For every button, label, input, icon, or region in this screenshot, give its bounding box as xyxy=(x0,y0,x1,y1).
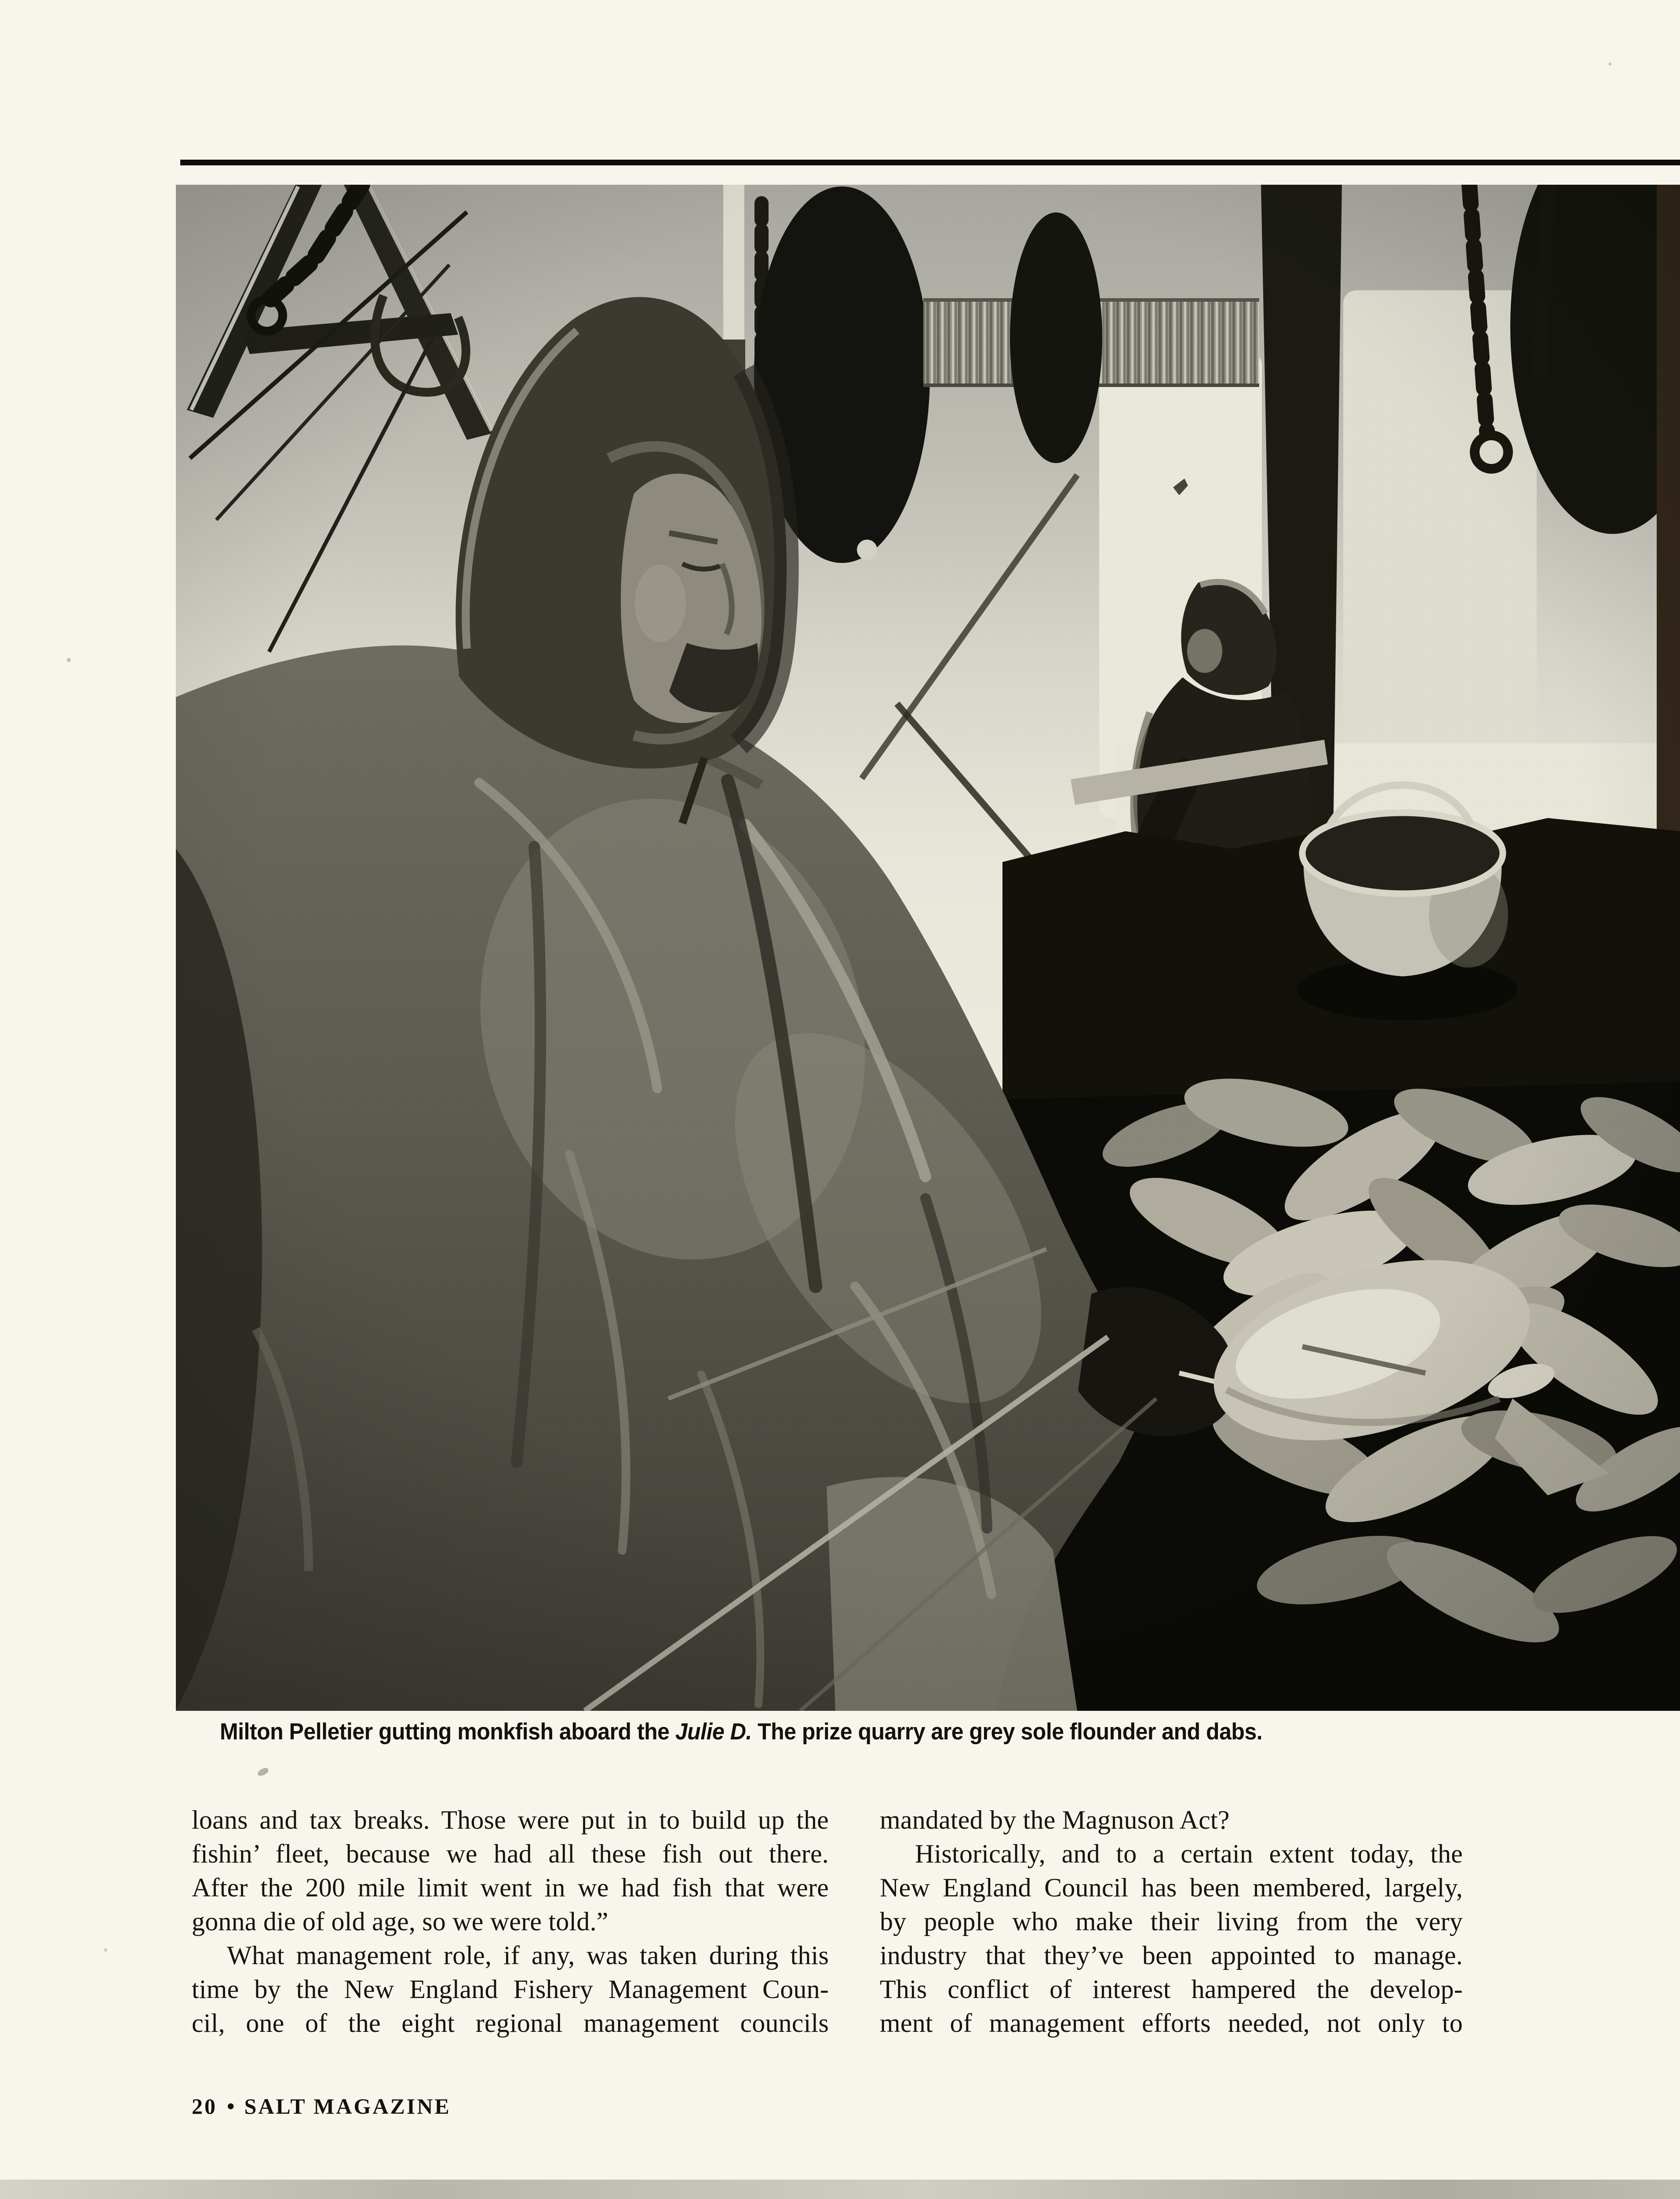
body-line: What management role, if any, was taken during this xyxy=(227,1941,829,1970)
vignette xyxy=(176,185,1680,1711)
body-line: After the 200 mile limit went in we had fish that were xyxy=(192,1873,829,1902)
body-line: time by the New England Fishery Management Coun- xyxy=(192,1975,829,2004)
page-footer xyxy=(192,2093,451,2119)
magazine-title: SALT MAGAZINE xyxy=(244,2094,451,2119)
body-line: by people who make their living from the very xyxy=(880,1907,1463,1936)
body-line: Historically, and to a certain extent today, the xyxy=(915,1839,1463,1868)
page-number: 20 xyxy=(192,2094,217,2119)
body-line: New England Council has been membered, largely, xyxy=(880,1873,1463,1902)
body-line: cil, one of the eight regional management councils xyxy=(192,2009,829,2038)
scan-mark xyxy=(256,1767,269,1777)
photograph xyxy=(176,185,1680,1711)
scan-speck xyxy=(1608,62,1611,66)
vessel-name: Julie D. xyxy=(675,1718,752,1745)
body-column-right xyxy=(880,1803,1463,2040)
body-line: fishin’ fleet, because we had all these fish out there. xyxy=(192,1839,829,1868)
boat-photo-illustration xyxy=(176,185,1680,1711)
body-line: gonna die of old age, so we were told.” xyxy=(192,1907,609,1936)
body-line: This conflict of interest hampered the develop- xyxy=(880,1975,1463,2004)
scan-speck xyxy=(104,1948,107,1952)
body-line: mandated by the Magnuson Act? xyxy=(880,1805,1230,1834)
body-line: loans and tax breaks. Those were put in to build up the xyxy=(192,1805,829,1834)
caption-tail: The prize quarry are grey sole flounder and dabs. xyxy=(751,1718,1263,1745)
body-line: industry that they’ve been appointed to manage. xyxy=(880,1941,1463,1970)
body-line: ment of management efforts needed, not only to xyxy=(880,2009,1463,2038)
body-column-left xyxy=(192,1803,829,2040)
scan-edge-strip xyxy=(0,2180,1680,2199)
footer-bullet: • xyxy=(227,2094,237,2119)
top-rule xyxy=(180,160,1680,165)
scan-speck xyxy=(67,658,71,662)
photo-caption xyxy=(220,1718,1262,1745)
caption-lead: Milton Pelletier gutting monkfish aboard the xyxy=(220,1718,675,1745)
